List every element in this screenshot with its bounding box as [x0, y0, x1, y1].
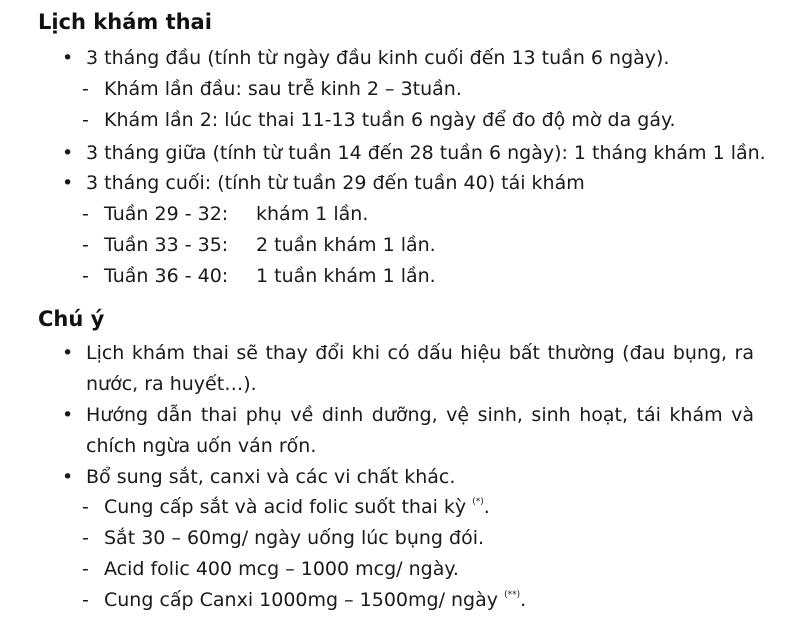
- dash-icon: -: [82, 109, 89, 131]
- note-item-line: Hướng dẫn thai phụ về dinh dưỡng, vệ sinh, sinh hoạt, tái khám và: [86, 404, 754, 426]
- week-frequency: 1 tuần khám 1 lần.: [256, 265, 436, 287]
- week-range-label: Tuần 29 - 32:: [104, 203, 229, 225]
- week-range-row: [104, 233, 436, 257]
- dash-icon: -: [82, 234, 89, 256]
- dash-icon: -: [82, 496, 89, 518]
- footnote-mark: (**): [504, 590, 521, 600]
- sentence-end: .: [520, 589, 527, 611]
- schedule-heading: Lịch khám thai: [38, 10, 212, 34]
- week-range-label: Tuần 36 - 40:: [104, 265, 229, 287]
- bullet-icon: •: [62, 47, 74, 69]
- supplement-detail: [104, 495, 490, 519]
- sentence-end: .: [483, 496, 490, 518]
- first-visit-item: Khám lần đầu: sau trễ kinh 2 – 3tuần.: [104, 78, 462, 100]
- first-trimester-item: 3 tháng đầu (tính từ ngày đầu kinh cuối đến 13 tuần 6 ngày).: [86, 47, 670, 69]
- footnote-mark: (*): [472, 497, 484, 507]
- note-item-line: nước, ra huyết…).: [86, 373, 257, 395]
- dash-icon: -: [82, 558, 89, 580]
- week-range-label: Tuần 33 - 35:: [104, 234, 229, 256]
- supplement-item: Bổ sung sắt, canxi và các vi chất khác.: [86, 466, 456, 488]
- dash-icon: -: [82, 78, 89, 100]
- supplement-text: Cung cấp Canxi 1000mg – 1500mg/ ngày: [104, 589, 499, 611]
- dash-icon: -: [82, 203, 89, 225]
- third-trimester-item: 3 tháng cuối: (tính từ tuần 29 đến tuần 40) tái khám: [86, 172, 585, 194]
- second-visit-item: Khám lần 2: lúc thai 11-13 tuần 6 ngày để đo độ mờ da gáy.: [104, 109, 676, 131]
- note-item-line: Lịch khám thai sẽ thay đổi khi có dấu hiệu bất thường (đau bụng, ra: [86, 342, 754, 364]
- week-range-row: [104, 202, 369, 226]
- bullet-icon: •: [62, 466, 74, 488]
- dash-icon: -: [82, 527, 89, 549]
- notes-heading: Chú ý: [38, 307, 105, 331]
- supplement-detail: Sắt 30 – 60mg/ ngày uống lúc bụng đói.: [104, 527, 485, 549]
- dash-icon: -: [82, 265, 89, 287]
- note-item-line: chích ngừa uốn ván rốn.: [86, 435, 317, 457]
- week-range-row: [104, 264, 436, 288]
- bullet-icon: •: [62, 342, 74, 364]
- dash-icon: -: [82, 589, 89, 611]
- bullet-icon: •: [62, 142, 74, 164]
- second-trimester-item: 3 tháng giữa (tính từ tuần 14 đến 28 tuần 6 ngày): 1 tháng khám 1 lần.: [86, 142, 766, 164]
- week-frequency: 2 tuần khám 1 lần.: [256, 234, 436, 256]
- supplement-detail: [104, 588, 526, 612]
- bullet-icon: •: [62, 172, 74, 194]
- supplement-text: Cung cấp sắt và acid folic suốt thai kỳ: [104, 496, 467, 518]
- bullet-icon: •: [62, 404, 74, 426]
- supplement-detail: Acid folic 400 mcg – 1000 mcg/ ngày.: [104, 558, 459, 580]
- week-frequency: khám 1 lần.: [256, 203, 369, 225]
